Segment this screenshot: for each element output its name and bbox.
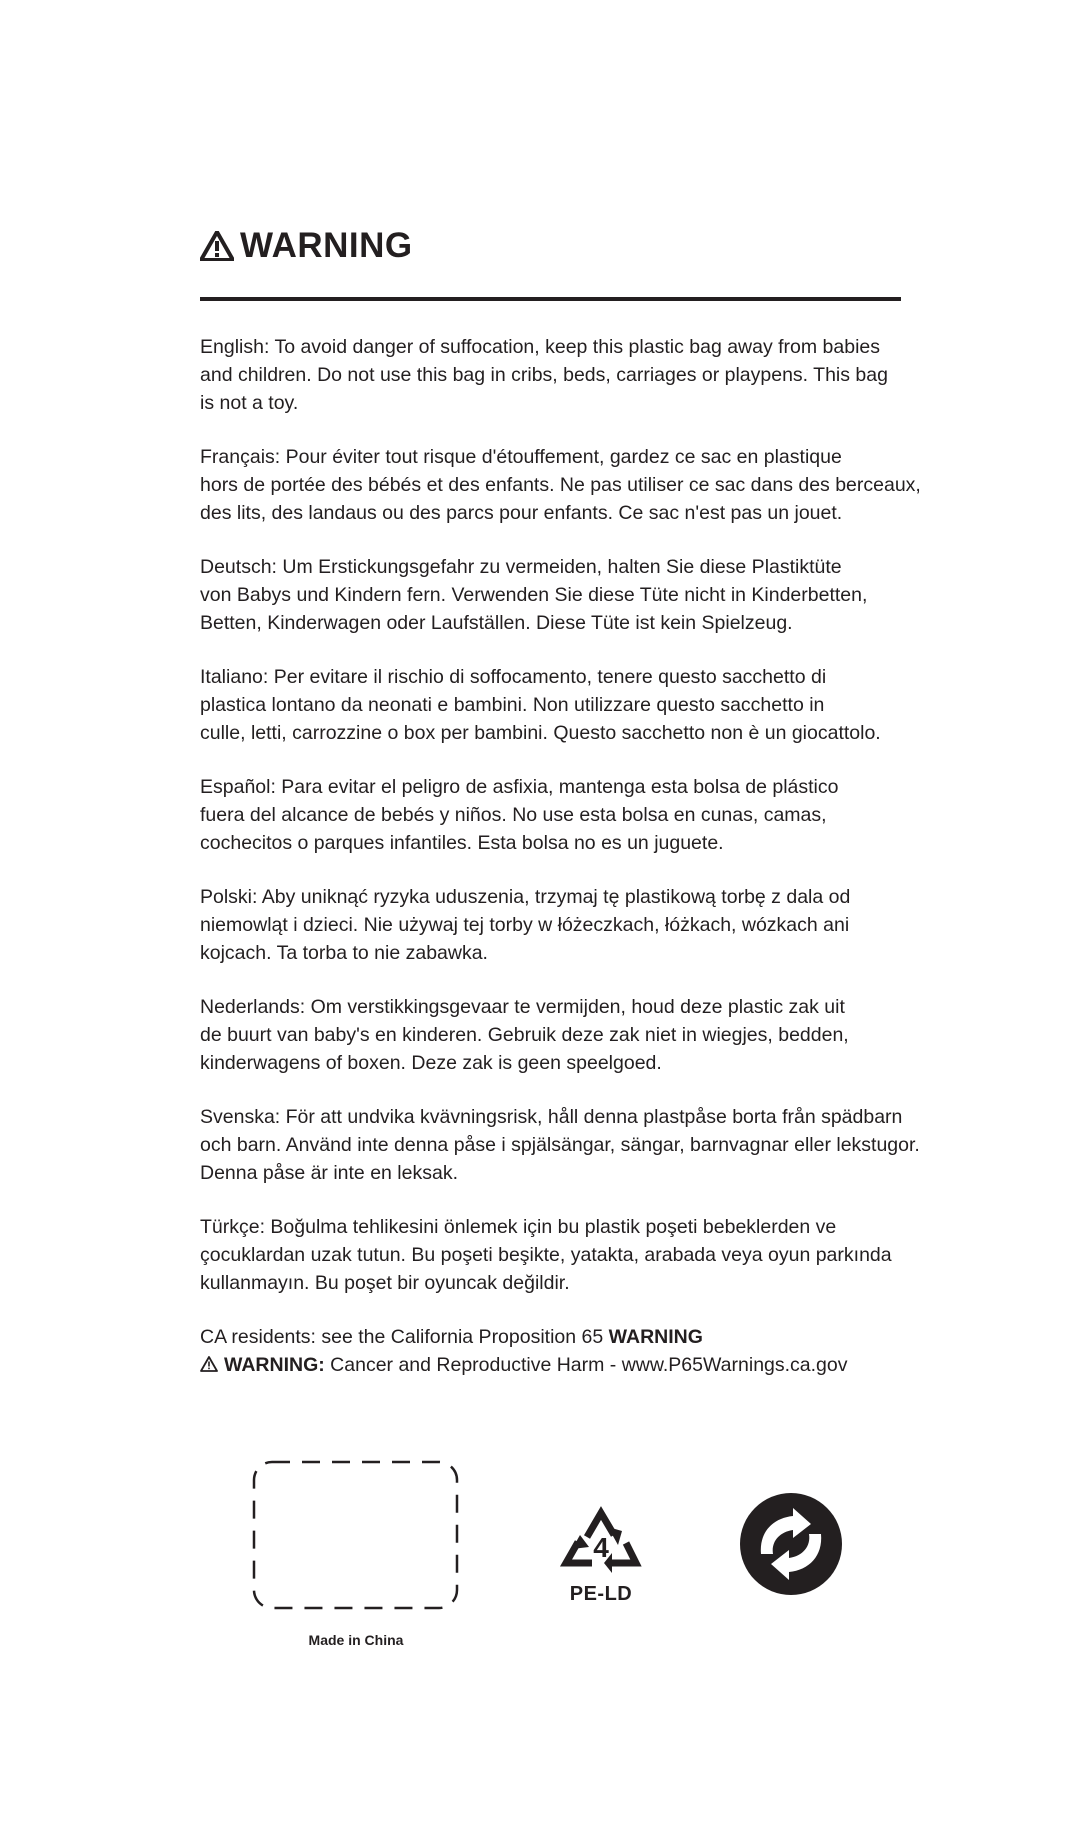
- green-dot-icon: [739, 1492, 843, 1596]
- recycle-number: 4: [593, 1532, 609, 1563]
- paragraph-line: çocuklardan uzak tutun. Bu poşeti beşikte, yatakta, arabada veya oyun parkında: [200, 1244, 892, 1266]
- warning-paragraph-polski: [200, 883, 912, 967]
- paragraph-line: English: To avoid danger of suffocation, keep this plastic bag away from babies: [200, 336, 881, 358]
- warning-body: [200, 333, 921, 1379]
- warning-paragraph-español: [200, 773, 912, 857]
- warning-triangle-icon: [200, 231, 234, 261]
- paragraph-line: Français: Pour éviter tout risque d'étouffement, gardez ce sac en plastique: [200, 446, 842, 468]
- paragraph-line: plastica lontano da neonati e bambini. Non utilizzare questo sacchetto in: [200, 694, 825, 716]
- paragraph-line: Nederlands: Om verstikkingsgevaar te vermijden, houd deze plastic zak uit: [200, 996, 845, 1018]
- recycle-code-mark: [556, 1497, 646, 1607]
- paragraph-line: Deutsch: Um Erstickungsgefahr zu vermeiden, halten Sie diese Plastiktüte: [200, 556, 842, 578]
- paragraph-line: och barn. Använd inte denna påse i spjälsängar, sängar, barnvagnar eller lekstugor.: [200, 1134, 920, 1156]
- paragraph-line: Svenska: För att undvika kvävningsrisk, håll denna plastpåse borta från spädbarn: [200, 1106, 903, 1128]
- warning-title: WARNING: [240, 226, 413, 265]
- warning-paragraph-deutsch: [200, 553, 912, 637]
- made-in-label: Made in China: [308, 1632, 404, 1648]
- warning-paragraph-nederlands: [200, 993, 912, 1077]
- paragraph-line: Betten, Kinderwagen oder Laufställen. Diese Tüte ist kein Spielzeug.: [200, 612, 793, 634]
- warning-paragraph-english: [200, 333, 912, 417]
- warning-paragraph-svenska: [200, 1103, 920, 1187]
- paragraph-line: kullanmayın. Bu poşet bir oyuncak değildir.: [200, 1272, 570, 1294]
- paragraph-line: and children. Do not use this bag in cribs, beds, carriages or playpens. This bag: [200, 364, 888, 386]
- recycle-triangle-icon: [556, 1497, 646, 1583]
- recycle-material-label: PE-LD: [569, 1583, 633, 1605]
- paragraph-line: Italiano: Per evitare il rischio di soffocamento, tenere questo sacchetto di: [200, 666, 827, 688]
- header-divider: [200, 297, 901, 301]
- paragraph-line: fuera del alcance de bebés y niños. No use esta bolsa en cunas, camas,: [200, 804, 827, 826]
- paragraph-line: culle, letti, carrozzine o box per bambini. Questo sacchetto non è un giocattolo.: [200, 722, 881, 744]
- warning-header: [200, 228, 413, 263]
- paragraph-line: de buurt van baby's en kinderen. Gebruik deze zak niet in wiegjes, bedden,: [200, 1024, 849, 1046]
- paragraph-line: niemowląt i dzieci. Nie używaj tej torby w łóżeczkach, łóżkach, wózkach ani: [200, 914, 850, 936]
- paragraph-line: kojcach. Ta torba to nie zabawka.: [200, 942, 488, 964]
- warning-paragraph-italiano: [200, 663, 912, 747]
- paragraph-line: cochecitos o parques infantiles. Esta bolsa no es un juguete.: [200, 832, 724, 854]
- paragraph-line: hors de portée des bébés et des enfants. Ne pas utiliser ce sac dans des berceaux,: [200, 474, 921, 496]
- ca-notice-line-1: CA residents: see the California Proposition 65 WARNING: [200, 1326, 703, 1348]
- warning-triangle-icon: [200, 1356, 218, 1372]
- paragraph-line: Denna påse är inte en leksak.: [200, 1162, 458, 1184]
- paragraph-line: Polski: Aby uniknąć ryzyka uduszenia, trzymaj tę plastikową torbę z dala od: [200, 886, 851, 908]
- paragraph-line: von Babys und Kindern fern. Verwenden Sie diese Tüte nicht in Kinderbetten,: [200, 584, 868, 606]
- paragraph-line: Español: Para evitar el peligro de asfixia, mantenga esta bolsa de plástico: [200, 776, 839, 798]
- paragraph-line: Türkçe: Boğulma tehlikesini önlemek için bu plastik poşeti bebeklerden ve: [200, 1216, 837, 1238]
- paragraph-line: des lits, des landaus ou des parcs pour enfants. Ce sac n'est pas un jouet.: [200, 502, 843, 524]
- dashed-label-box: [252, 1460, 459, 1610]
- warning-paragraph-français: [200, 443, 921, 527]
- ca-prop65-notice: [200, 1323, 912, 1379]
- paragraph-line: is not a toy.: [200, 392, 299, 414]
- paragraph-line: kinderwagens of boxen. Deze zak is geen speelgoed.: [200, 1052, 662, 1074]
- warning-paragraph-türkçe: [200, 1213, 912, 1297]
- ca-notice-line-2: WARNING: Cancer and Reproductive Harm - www.P65Warnings.ca.gov: [200, 1351, 912, 1379]
